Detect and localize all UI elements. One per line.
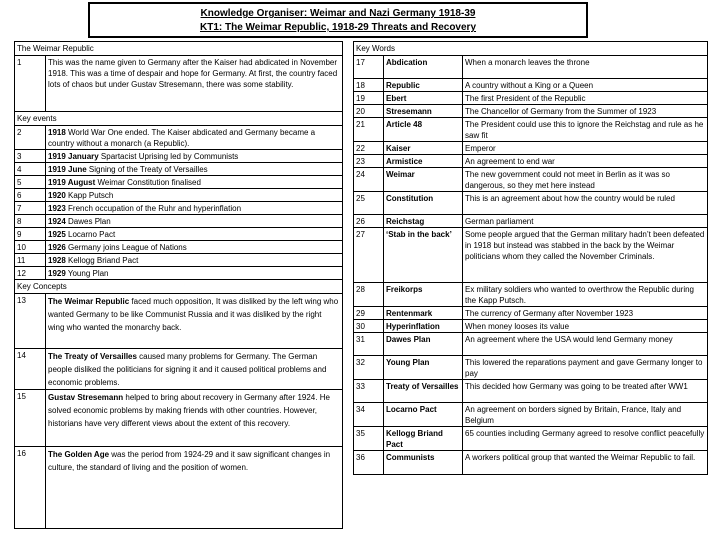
section-row	[15, 112, 343, 126]
row-number: 27	[354, 228, 384, 283]
key-word-term: Weimar	[384, 168, 463, 192]
event-description: Locarno Pact	[65, 230, 116, 239]
event-row	[15, 189, 343, 202]
row-number: 21	[354, 118, 384, 142]
title-line-2: KT1: The Weimar Republic, 1918-29 Threats and Recovery	[199, 22, 477, 33]
key-word-term: Ebert	[384, 92, 463, 105]
key-word-row	[354, 333, 708, 356]
event-row	[15, 163, 343, 176]
key-word-definition: The President could use this to ignore the Reichstag and rule as he saw fit	[463, 118, 708, 142]
event-date: 1924	[48, 217, 66, 226]
key-word-term: Reichstag	[384, 215, 463, 228]
key-word-row	[354, 380, 708, 403]
row-number: 36	[354, 451, 384, 475]
event-row	[15, 267, 343, 280]
key-word-definition: This lowered the reparations payment and gave Germany longer to pay	[463, 356, 708, 380]
key-word-definition: Ex military soldiers who wanted to overthrow the Republic during the Kapp Putsch.	[463, 283, 708, 307]
title-box	[88, 2, 588, 38]
event-text	[46, 241, 343, 254]
event-date: 1918	[48, 128, 66, 137]
row-number: 22	[354, 142, 384, 155]
key-word-term: Hyperinflation	[384, 320, 463, 333]
concept-text	[46, 294, 343, 349]
row-number: 16	[15, 447, 46, 529]
row-number: 9	[15, 228, 46, 241]
key-word-term: Stresemann	[384, 105, 463, 118]
row-number: 15	[15, 390, 46, 447]
event-description: Dawes Plan	[65, 217, 111, 226]
event-row	[15, 176, 343, 189]
event-text	[46, 215, 343, 228]
event-row	[15, 202, 343, 215]
row-number: 6	[15, 189, 46, 202]
event-text	[46, 254, 343, 267]
key-word-row	[354, 427, 708, 451]
key-word-row	[354, 105, 708, 118]
event-row	[15, 215, 343, 228]
key-word-row	[354, 228, 708, 283]
concept-row	[15, 349, 343, 390]
key-word-row	[354, 356, 708, 380]
row-number: 29	[354, 307, 384, 320]
key-word-row	[354, 92, 708, 105]
key-word-term: Communists	[384, 451, 463, 475]
event-date: 1928	[48, 256, 66, 265]
concept-row	[15, 390, 343, 447]
event-row	[15, 150, 343, 163]
concept-text	[46, 447, 343, 529]
event-row	[15, 254, 343, 267]
key-word-definition: The first President of the Republic	[463, 92, 708, 105]
weimar-republic-table	[14, 41, 343, 529]
concept-text	[46, 390, 343, 447]
row-number: 7	[15, 202, 46, 215]
key-word-definition: A country without a King or a Queen	[463, 79, 708, 92]
row-number: 14	[15, 349, 46, 390]
event-row	[15, 228, 343, 241]
event-description: Signing of the Treaty of Versailles	[86, 165, 208, 174]
row-number: 32	[354, 356, 384, 380]
row-number: 18	[354, 79, 384, 92]
event-text	[46, 267, 343, 280]
event-date: 1923	[48, 204, 66, 213]
event-date: 1926	[48, 243, 66, 252]
key-word-term: Constitution	[384, 192, 463, 215]
event-description: Germany joins League of Nations	[65, 243, 187, 252]
row-number: 26	[354, 215, 384, 228]
key-word-definition: Emperor	[463, 142, 708, 155]
section-row	[15, 280, 343, 294]
row-number: 35	[354, 427, 384, 451]
key-word-row	[354, 142, 708, 155]
key-words-table	[353, 41, 708, 475]
row-number: 19	[354, 92, 384, 105]
event-description: Young Plan	[65, 269, 109, 278]
key-word-term: Dawes Plan	[384, 333, 463, 356]
key-word-term: Treaty of Versailles	[384, 380, 463, 403]
row-number: 5	[15, 176, 46, 189]
concept-row	[15, 294, 343, 349]
row-number: 13	[15, 294, 46, 349]
row-number: 11	[15, 254, 46, 267]
key-word-term: Abdication	[384, 56, 463, 79]
key-word-row	[354, 56, 708, 79]
key-word-definition: A workers political group that wanted the Weimar Republic to fail.	[463, 451, 708, 475]
concept-row	[15, 447, 343, 529]
event-text	[46, 150, 343, 163]
event-date: 1919 January	[48, 152, 99, 161]
key-word-definition: The currency of Germany after November 1923	[463, 307, 708, 320]
row-number: 33	[354, 380, 384, 403]
intro-row	[15, 56, 343, 112]
key-word-row	[354, 168, 708, 192]
row-number: 4	[15, 163, 46, 176]
key-word-definition: When money looses its value	[463, 320, 708, 333]
key-word-row	[354, 155, 708, 168]
key-word-definition: When a monarch leaves the throne	[463, 56, 708, 79]
key-word-term: Armistice	[384, 155, 463, 168]
key-word-definition: German parliament	[463, 215, 708, 228]
intro-text: This was the name given to Germany after the Kaiser had abdicated in November 1918. This was a time of despair and hope for Germany. At first, the country faced lots of chaos but under Gustav Stresemann, there was some stability.	[46, 56, 343, 112]
table-header-row	[354, 42, 708, 56]
row-number: 25	[354, 192, 384, 215]
event-description: Weimar Constitution finalised	[95, 178, 201, 187]
event-description: Spartacist Uprising led by Communists	[98, 152, 239, 161]
key-word-row	[354, 215, 708, 228]
row-number: 30	[354, 320, 384, 333]
key-word-row	[354, 283, 708, 307]
event-text	[46, 126, 343, 150]
event-text	[46, 163, 343, 176]
key-word-row	[354, 320, 708, 333]
key-word-term: ‘Stab in the back’	[384, 228, 463, 283]
section-header-weimar-republic: The Weimar Republic	[15, 42, 343, 56]
row-number: 20	[354, 105, 384, 118]
key-word-definition: An agreement where the USA would lend Germany money	[463, 333, 708, 356]
row-number: 28	[354, 283, 384, 307]
row-number: 31	[354, 333, 384, 356]
key-word-term: Kellogg Briand Pact	[384, 427, 463, 451]
key-word-definition: An agreement on borders signed by Britain, France, Italy and Belgium	[463, 403, 708, 427]
section-header-key-concepts: Key Concepts	[15, 280, 343, 294]
row-number: 2	[15, 126, 46, 150]
key-word-definition: An agreement to end war	[463, 155, 708, 168]
concept-term: Gustav Stresemann	[48, 393, 124, 402]
key-word-definition: This is an agreement about how the country would be ruled	[463, 192, 708, 215]
event-date: 1919 August	[48, 178, 96, 187]
event-row	[15, 126, 343, 150]
key-word-row	[354, 403, 708, 427]
event-date: 1925	[48, 230, 66, 239]
event-text	[46, 176, 343, 189]
key-word-term: Freikorps	[384, 283, 463, 307]
event-date: 1929	[48, 269, 66, 278]
concept-term: The Treaty of Versailles	[48, 352, 137, 361]
key-word-row	[354, 451, 708, 475]
row-number: 23	[354, 155, 384, 168]
row-number: 3	[15, 150, 46, 163]
key-word-row	[354, 192, 708, 215]
key-word-term: Young Plan	[384, 356, 463, 380]
key-word-row	[354, 307, 708, 320]
table-header-row	[15, 42, 343, 56]
key-word-row	[354, 79, 708, 92]
key-word-definition: The Chancellor of Germany from the Summer of 1923	[463, 105, 708, 118]
event-date: 1919 June	[48, 165, 87, 174]
key-word-definition: 65 counties including Germany agreed to resolve conflict peacefully	[463, 427, 708, 451]
row-number: 24	[354, 168, 384, 192]
event-description: World War One ended. The Kaiser abdicated and Germany became a country without a monarch (a Republic).	[48, 128, 316, 148]
event-description: French occupation of the Ruhr and hyperinflation	[65, 204, 242, 213]
row-number: 17	[354, 56, 384, 79]
event-description: Kellogg Briand Pact	[65, 256, 139, 265]
event-text	[46, 189, 343, 202]
concept-description: was the period from 1924-29 and it saw significant changes in culture, the standard of living and the position of women.	[48, 450, 331, 472]
row-number: 34	[354, 403, 384, 427]
key-word-definition: This decided how Germany was going to be treated after WW1	[463, 380, 708, 403]
key-word-definition: The new government could not meet in Berlin as it was so dangerous, so they met here instead	[463, 168, 708, 192]
key-word-term: Locarno Pact	[384, 403, 463, 427]
event-text	[46, 202, 343, 215]
concept-description: caused many problems for Germany. The German people disliked the politicians for signing it and it caused political problems and economic problems.	[48, 352, 327, 387]
concept-description: helped to bring about recovery in Germany after 1924. He solved economic problems by making friends with other countries. However, historians have very different views about the extent of this recovery.	[48, 393, 330, 428]
event-row	[15, 241, 343, 254]
concept-text	[46, 349, 343, 390]
concept-description: faced much opposition, It was disliked by the left wing who wanted Germany to be like Communist Russia and it was disliked by the right wing who wanted the monarchy back.	[48, 297, 339, 332]
section-header-key-words: Key Words	[354, 42, 708, 56]
key-word-term: Article 48	[384, 118, 463, 142]
key-word-term: Kaiser	[384, 142, 463, 155]
key-word-term: Republic	[384, 79, 463, 92]
row-number: 1	[15, 56, 46, 112]
event-description: Kapp Putsch	[65, 191, 114, 200]
event-date: 1920	[48, 191, 66, 200]
concept-term: The Weimar Republic	[48, 297, 130, 306]
section-header-key-events: Key events	[15, 112, 343, 126]
key-word-row	[354, 118, 708, 142]
row-number: 12	[15, 267, 46, 280]
key-word-definition: Some people argued that the German military hadn’t been defeated in 1918 but instead was stabbed in the back by the Weimar politicians whom they called the November Criminals.	[463, 228, 708, 283]
concept-term: The Golden Age	[48, 450, 110, 459]
event-text	[46, 228, 343, 241]
title-line-1: Knowledge Organiser: Weimar and Nazi Germany 1918-39	[200, 8, 476, 19]
row-number: 10	[15, 241, 46, 254]
key-word-term: Rentenmark	[384, 307, 463, 320]
row-number: 8	[15, 215, 46, 228]
